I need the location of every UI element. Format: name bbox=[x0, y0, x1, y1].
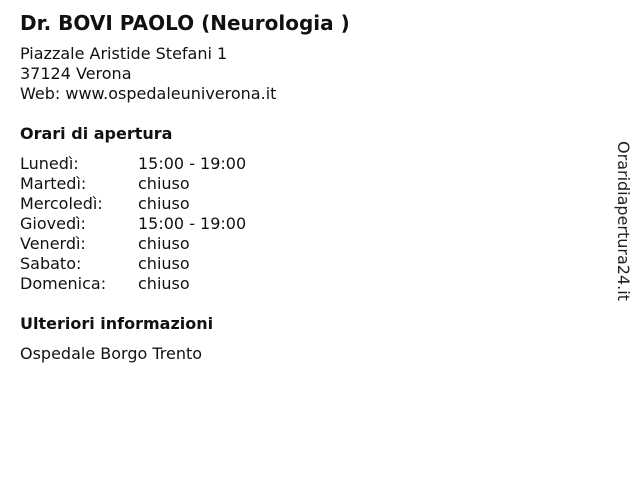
hours-time: 15:00 - 19:00 bbox=[138, 154, 247, 173]
opening-hours-heading: Orari di apertura bbox=[20, 124, 173, 143]
address-web: Web: www.ospedaleuniverona.it bbox=[20, 84, 277, 103]
address-city: 37124 Verona bbox=[20, 64, 132, 83]
site-watermark: Oraridiapertura24.it bbox=[614, 141, 633, 301]
hours-row-monday bbox=[20, 154, 246, 174]
hours-row-wednesday bbox=[20, 194, 246, 214]
hours-day: Domenica: bbox=[20, 274, 107, 293]
hours-time: chiuso bbox=[138, 194, 190, 213]
hours-time: chiuso bbox=[138, 234, 190, 253]
additional-info-heading: Ulteriori informazioni bbox=[20, 314, 214, 333]
hours-day: Sabato: bbox=[20, 254, 82, 273]
hours-time: chiuso bbox=[138, 174, 190, 193]
hours-day: Venerdì: bbox=[20, 234, 86, 253]
additional-info-text: Ospedale Borgo Trento bbox=[20, 344, 203, 363]
hours-row-saturday bbox=[20, 254, 246, 274]
hours-row-thursday bbox=[20, 214, 246, 234]
hours-time: chiuso bbox=[138, 254, 190, 273]
hours-day: Mercoledì: bbox=[20, 194, 103, 213]
hours-row-friday bbox=[20, 234, 246, 254]
hours-row-sunday bbox=[20, 274, 246, 294]
hours-time: chiuso bbox=[138, 274, 190, 293]
address-block bbox=[20, 44, 276, 104]
page-title: Dr. BOVI PAOLO (Neurologia ) bbox=[20, 11, 350, 35]
address-street: Piazzale Aristide Stefani 1 bbox=[20, 44, 228, 63]
hours-time: 15:00 - 19:00 bbox=[138, 214, 247, 233]
hours-day: Martedì: bbox=[20, 174, 87, 193]
hours-day: Giovedì: bbox=[20, 214, 86, 233]
hours-row-tuesday bbox=[20, 174, 246, 194]
opening-hours-table bbox=[20, 154, 246, 294]
hours-day: Lunedì: bbox=[20, 154, 79, 173]
